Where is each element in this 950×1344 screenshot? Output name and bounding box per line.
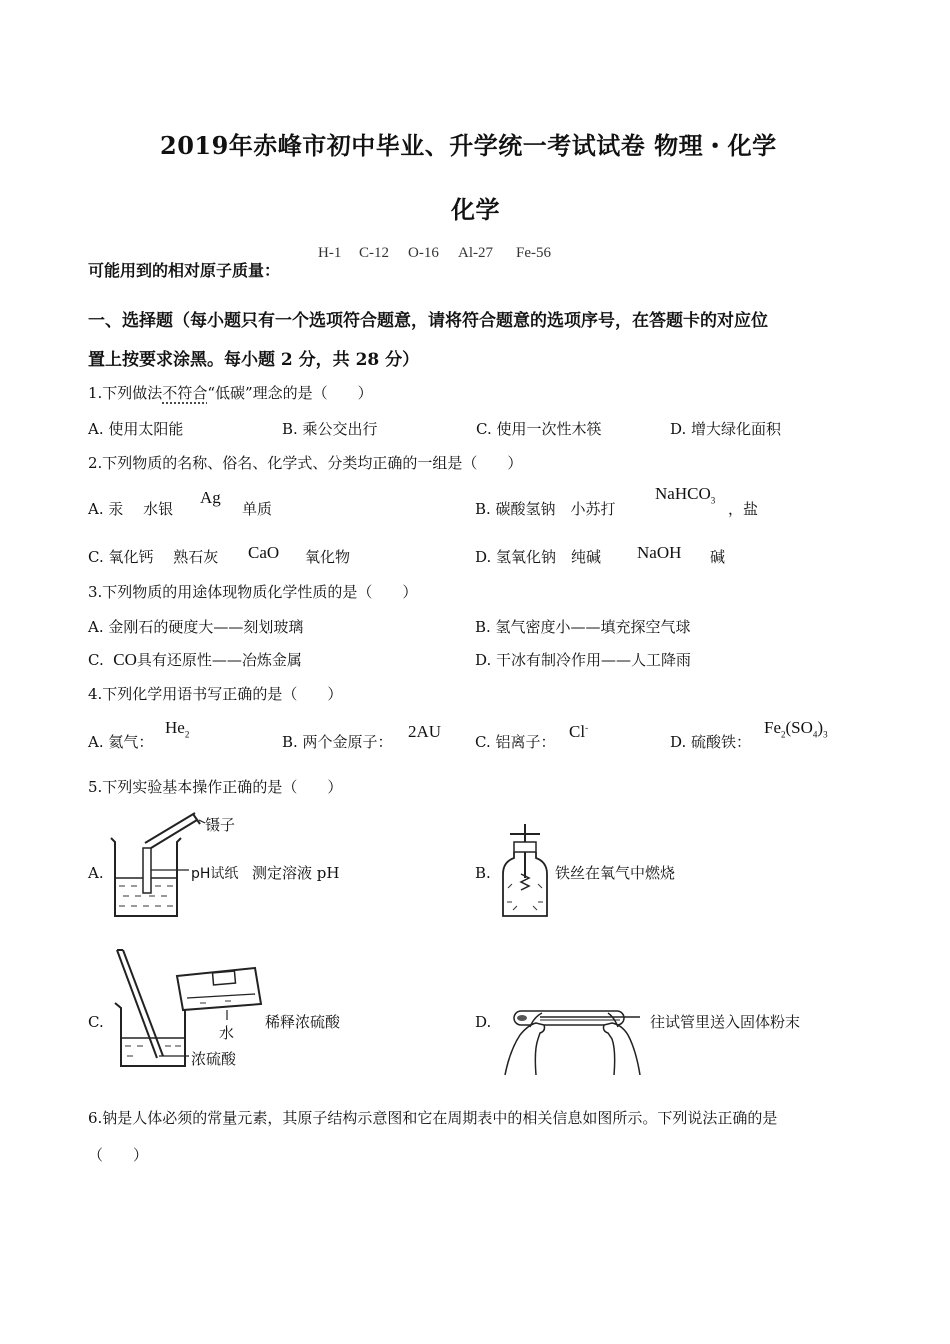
question-4-option-b[interactable]: B. 两个金原子： [282,733,393,751]
question-3-option-d[interactable]: D. 干冰有制冷作用——人工降雨 [475,651,692,669]
question-4-option-b-formula: 2AU [408,722,442,741]
question-6-stem-line2: （ ） [88,1146,149,1164]
question-5-option-a-letter[interactable]: A. [88,864,104,882]
question-2-option-b[interactable]: B. 碳酸氢钠 小苏打 [475,500,616,518]
question-4-option-c[interactable]: C. 铝离子： [475,733,556,751]
question-4-option-d[interactable]: D. 硫酸铁： [670,733,752,751]
question-2-stem: 2.下列物质的名称、俗名、化学式、分类均正确的一组是（ ） [88,454,523,472]
powder-loading-diagram [500,995,650,1075]
question-5-option-b-letter[interactable]: B. [475,864,491,882]
atomic-mass-c: C-12 [359,245,389,261]
question-2-option-d[interactable]: D. 氢氧化钠 纯碱 [475,548,602,566]
question-5-stem: 5.下列实验基本操作正确的是（ ） [88,778,343,796]
question-3-option-c-formula: CO [113,650,137,669]
question-1-emphasis: 不符合 [162,384,208,402]
section-heading-line1: 一、选择题（每小题只有一个选项符合题意，请将符合题意的选项序号，在答题卡的对应位 [88,311,768,331]
atomic-mass-fe: Fe-56 [516,245,551,261]
water-label: 水 [219,1024,235,1042]
question-2-option-c-class: 氧化物 [305,548,351,566]
question-2-option-c-formula: CaO [248,543,280,562]
page-title: 2019年赤峰市初中毕业、升学统一考试试卷 物理・化学 [160,131,777,160]
question-5-option-a-caption: 测定溶液 pH [252,864,340,882]
concentrated-acid-label: 浓硫酸 [191,1050,237,1068]
question-2-option-b-class: ，盐 [728,500,759,518]
question-2-option-a-class: 单质 [242,500,273,518]
question-4-option-c-formula: Cl- [569,722,589,741]
atomic-mass-h: H-1 [318,245,342,261]
question-4-option-a[interactable]: A. 氦气： [88,733,154,751]
question-6-stem-line1: 6.钠是人体必须的常量元素，其原子结构示意图和它在周期表中的相关信息如图所示。下列说法正确的是 [88,1109,778,1127]
question-4-option-a-formula: $He_2$ [165,718,190,740]
tweezers-label: 镊子 [205,816,236,834]
ph-test-diagram [105,808,255,923]
atomic-mass-al: Al-27 [458,245,493,261]
question-2-option-a[interactable]: A. 汞 水银 [88,500,174,518]
question-1-stem: 1.下列做法不符合“低碳”理念的是（ ） [88,384,373,402]
question-5-option-d-letter[interactable]: D. [475,1013,492,1031]
question-5-option-d-caption: 往试管里送入固体粉末 [650,1013,801,1031]
question-4-option-d-formula: $Fe_2(SO_4)_3$ [764,718,828,740]
atomic-mass-label: 可能用到的相对原子质量： [88,261,281,280]
question-3-stem: 3.下列物质的用途体现物质化学性质的是（ ） [88,583,418,601]
question-5-option-c-letter[interactable]: C. [88,1013,104,1031]
page-subtitle: 化学 [451,195,500,224]
iron-burning-diagram [495,822,555,922]
atomic-mass-o: O-16 [408,245,439,261]
question-3-option-b[interactable]: B. 氢气密度小——填充探空气球 [475,618,691,636]
question-5-option-b-caption: 铁丝在氧气中燃烧 [555,864,676,882]
question-3-option-a[interactable]: A. 金刚石的硬度大——刻划玻璃 [88,618,304,636]
question-3-option-c[interactable]: C. CO具有还原性——冶炼金属 [88,650,302,669]
question-2-option-d-formula: NaOH [637,543,682,562]
question-1-option-d[interactable]: D. 增大绿化面积 [670,420,782,438]
question-2-option-a-formula: Ag [200,488,221,507]
ph-paper-label: pH试纸 [191,866,239,882]
question-2-option-b-formula: NaHCO$_3$ [655,484,716,506]
question-2-option-c[interactable]: C. 氧化钙 熟石灰 [88,548,219,566]
question-1-option-b[interactable]: B. 乘公交出行 [282,420,378,438]
question-5-option-c-caption: 稀释浓硫酸 [265,1013,341,1031]
section-heading-line2: 置上按要求涂黑。每小题 2 分，共 28 分） [88,350,420,370]
question-1-option-a[interactable]: A. 使用太阳能 [88,420,184,438]
question-4-stem: 4.下列化学用语书写正确的是（ ） [88,685,343,703]
acid-dilution-diagram [105,948,270,1073]
question-1-option-c[interactable]: C. 使用一次性木筷 [476,420,602,438]
question-2-option-d-class: 碱 [710,548,726,566]
